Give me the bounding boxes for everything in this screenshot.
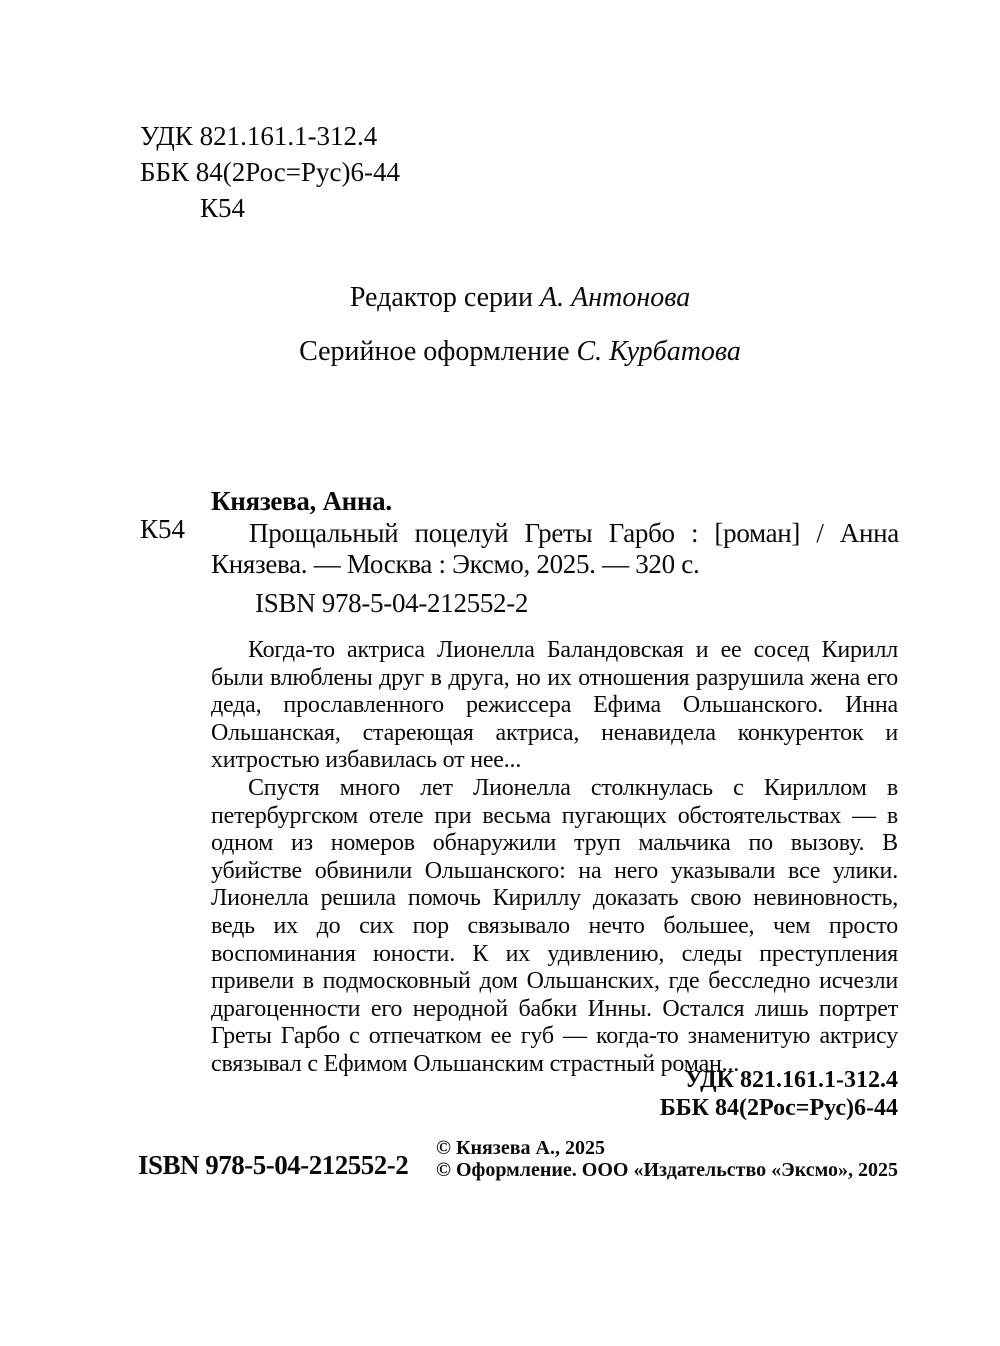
footer-isbn: ISBN 978-5-04-212552-2 — [138, 1150, 409, 1180]
bbk-code-bottom: ББК 84(2Рос=Рус)6-44 — [659, 1095, 898, 1121]
series-editor-name: А. Антонова — [540, 282, 691, 313]
annotation-paragraph-1: Когда-то актриса Лионелла Баландовская и ее сосед Кирилл были влюблены друг в друга, но их отношения разрушила жена его деда, прославленного режиссера Ефима Ольшанского. Инна Ольшанская, стареющая актриса, ненавидела конкуренток и хитростью избавилась от нее... — [211, 637, 898, 774]
author-sign-top: К54 — [200, 193, 246, 223]
series-editor-label: Редактор серии — [349, 282, 541, 313]
catalog-isbn: ISBN 978-5-04-212552-2 — [255, 587, 529, 618]
series-editor-line — [120, 282, 920, 314]
copyright-block — [436, 1138, 898, 1181]
top-codes-block — [140, 118, 400, 226]
catalog-card-block — [211, 486, 899, 619]
catalog-author-heading: Князева, Анна. — [211, 486, 392, 516]
series-credits-block — [120, 282, 920, 368]
catalog-description: Прощальный поцелуй Греты Гарбо : [роман] / Анна Князева. — Москва : Эксмо, 2025. — 320 с. — [211, 517, 899, 579]
bottom-codes-block — [660, 1066, 898, 1122]
udk-code-top: УДК 821.161.1-312.4 — [140, 121, 378, 151]
udk-code-bottom: УДК 821.161.1-312.4 — [684, 1067, 898, 1093]
catalog-author-sign: К54 — [140, 514, 186, 544]
series-designer-name: С. Курбатова — [576, 336, 741, 367]
bbk-code-top: ББК 84(2Рос=Рус)6-44 — [140, 157, 400, 187]
annotation-block — [211, 637, 898, 1079]
copyright-publisher: © Оформление. ООО «Издательство «Эксмо», 2025 — [436, 1158, 898, 1181]
series-designer-label: Серийное оформление — [299, 336, 577, 367]
annotation-paragraph-2: Спустя много лет Лионелла столкнулась с Кириллом в петербургском отеле при весьма пугающих обстоятельствах — в одном из номеров обнаружили труп мальчика по вызову. В убийстве обвинили Ольшанского: на него указывали все улики. Лионелла решила помочь Кириллу доказать свою невиновность, ведь их до сих пор связывало нечто большее, чем просто воспоминания юности. К их удивлению, следы преступления привели в подмосковный дом Ольшанских, где бесследно исчезли драгоценности его неродной бабки Инны. Остался лишь портрет Греты Гарбо с отпечатком ее губ — когда-то знаменитую актрису связывал с Ефимом Ольшанским страстный роман... — [211, 774, 898, 1077]
copyright-author: © Князева А., 2025 — [436, 1137, 605, 1159]
series-designer-line — [120, 336, 920, 368]
